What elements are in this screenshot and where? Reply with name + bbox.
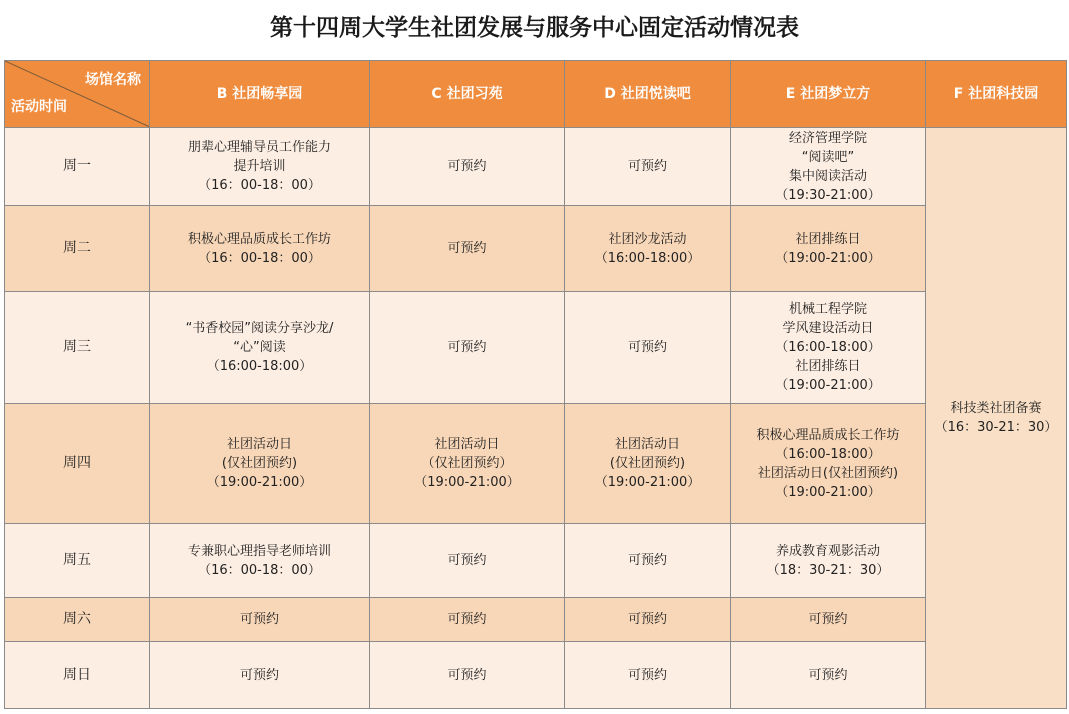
page-title: 第十四周大学生社团发展与服务中心固定活动情况表: [270, 15, 799, 41]
cell-text-line: （16:00-18:00）: [594, 250, 701, 266]
cell-text-line: （16:00-18:00）: [775, 340, 881, 355]
cell-text-line: 可预约: [627, 159, 667, 174]
cell-text-line: 积极心理品质成长工作坊: [756, 427, 900, 443]
cell-text-line: 可预约: [447, 340, 487, 355]
cell-text-line: 可预约: [808, 667, 848, 683]
table-row: [5, 524, 1067, 598]
cell-text-line: （19:00-21:00）: [775, 250, 881, 266]
venue-name-label: 场馆名称: [85, 72, 141, 88]
cell-text-line: （16:00-18:00）: [775, 446, 881, 462]
cell-text-line: （16:00-18:00）: [206, 359, 313, 374]
column-header-c: C 社团习苑: [370, 61, 565, 128]
day-cell: 周一: [5, 128, 150, 206]
cell-text-line: 社团活动日: [434, 437, 500, 452]
cell-venue-c: [370, 404, 565, 524]
cell-text-line: （19:00-21:00）: [206, 475, 313, 490]
cell-text-line: （16：00-18：00）: [198, 562, 321, 578]
cell-text-line: “心”阅读: [233, 340, 286, 355]
table-row: [5, 292, 1067, 404]
cell-text-line: 可预约: [447, 241, 487, 256]
cell-venue-d: [565, 292, 731, 404]
cell-venue-e: [731, 642, 926, 709]
table-row: [5, 642, 1067, 709]
activity-time-label: 活动时间: [11, 99, 67, 115]
cell-venue-d: [565, 524, 731, 598]
cell-text-line: 可预约: [627, 340, 667, 355]
cell-text-line: （19:00-21:00）: [414, 475, 520, 490]
cell-text-line: 机械工程学院: [788, 302, 867, 317]
column-header-b: B 社团畅享园: [150, 61, 370, 128]
cell-venue-b: [150, 128, 370, 206]
cell-venue-e: [731, 206, 926, 292]
cell-text-line: （16：00-18：00）: [198, 178, 321, 193]
cell-text-line: (仅社团预约): [609, 456, 686, 471]
cell-venue-d: [565, 128, 731, 206]
cell-text-line: 可预约: [239, 667, 279, 683]
cell-text-line: 可预约: [447, 553, 487, 568]
day-cell: 周二: [5, 206, 150, 292]
cell-text-line: (仅社团预约): [221, 456, 298, 471]
cell-text-line: 可预约: [447, 667, 487, 683]
cell-text-line: （19:30-21:00）: [775, 187, 881, 203]
cell-text-line: “书香校园”阅读分享沙龙/: [185, 321, 334, 336]
cell-text-line: 社团活动日(仅社团预约): [757, 465, 899, 481]
cell-venue-f: [926, 128, 1067, 709]
cell-venue-d: [565, 206, 731, 292]
cell-text-line: 社团排练日: [795, 359, 861, 374]
cell-venue-e: [731, 524, 926, 598]
cell-venue-b: [150, 524, 370, 598]
cell-venue-b: [150, 404, 370, 524]
cell-text-line: （19:00-21:00）: [775, 378, 881, 393]
cell-text-line: 可预约: [808, 612, 848, 627]
cell-venue-d: [565, 598, 731, 642]
table-row: [5, 128, 1067, 206]
cell-venue-e: [731, 128, 926, 206]
cell-text-line: 积极心理品质成长工作坊: [187, 231, 331, 247]
cell-venue-d: [565, 404, 731, 524]
cell-text-line: 科技类社团备赛: [950, 401, 1042, 416]
cell-text-line: （19:00-21:00）: [594, 475, 701, 490]
cell-text-line: 朋辈心理辅导员工作能力: [187, 140, 331, 155]
day-cell: 周日: [5, 642, 150, 709]
cell-venue-e: [731, 292, 926, 404]
cell-venue-b: [150, 206, 370, 292]
cell-venue-b: [150, 598, 370, 642]
cell-venue-c: [370, 292, 565, 404]
cell-venue-b: [150, 292, 370, 404]
cell-text-line: 集中阅读活动: [788, 168, 867, 184]
cell-venue-c: [370, 128, 565, 206]
cell-text-line: 学风建设活动日: [782, 321, 874, 336]
cell-text-line: （19:00-21:00）: [775, 484, 881, 500]
cell-text-line: 提升培训: [233, 159, 286, 174]
column-header-e: E 社团梦立方: [731, 61, 926, 128]
cell-text-line: 可预约: [627, 667, 667, 683]
cell-text-line: 经济管理学院: [788, 130, 867, 146]
cell-text-line: 社团沙龙活动: [608, 231, 687, 247]
day-cell: 周五: [5, 524, 150, 598]
corner-header: [5, 61, 150, 128]
table-row: [5, 598, 1067, 642]
cell-venue-d: [565, 642, 731, 709]
cell-text-line: （18：30-21：30）: [766, 562, 890, 578]
cell-text-line: 社团活动日: [226, 437, 292, 452]
table-row: [5, 404, 1067, 524]
cell-text-line: （16：00-18：00）: [198, 250, 321, 266]
cell-text-line: 可预约: [447, 612, 487, 627]
cell-venue-e: [731, 404, 926, 524]
cell-text-line: 可预约: [239, 612, 279, 627]
cell-venue-c: [370, 642, 565, 709]
cell-venue-c: [370, 598, 565, 642]
cell-text-line: 社团活动日: [614, 437, 680, 452]
cell-text-line: 社团排练日: [795, 231, 861, 247]
day-cell: 周三: [5, 292, 150, 404]
header-row: [5, 61, 1067, 128]
cell-text-line: 可预约: [627, 612, 667, 627]
cell-venue-e: [731, 598, 926, 642]
cell-venue-c: [370, 524, 565, 598]
cell-text-line: 专兼职心理指导老师培训: [187, 543, 331, 559]
cell-text-line: （16：30-21：30）: [934, 420, 1058, 435]
cell-text-line: 可预约: [627, 553, 667, 568]
day-cell: 周六: [5, 598, 150, 642]
cell-text-line: 可预约: [447, 159, 487, 174]
schedule-table: [4, 60, 1067, 709]
cell-text-line: “阅读吧”: [801, 149, 855, 165]
cell-venue-c: [370, 206, 565, 292]
column-header-d: D 社团悦读吧: [565, 61, 731, 128]
day-cell: 周四: [5, 404, 150, 524]
cell-venue-b: [150, 642, 370, 709]
table-row: [5, 206, 1067, 292]
cell-text-line: （仅社团预约）: [421, 456, 513, 471]
cell-text-line: 养成教育观影活动: [775, 543, 880, 559]
column-header-f: F 社团科技园: [926, 61, 1067, 128]
